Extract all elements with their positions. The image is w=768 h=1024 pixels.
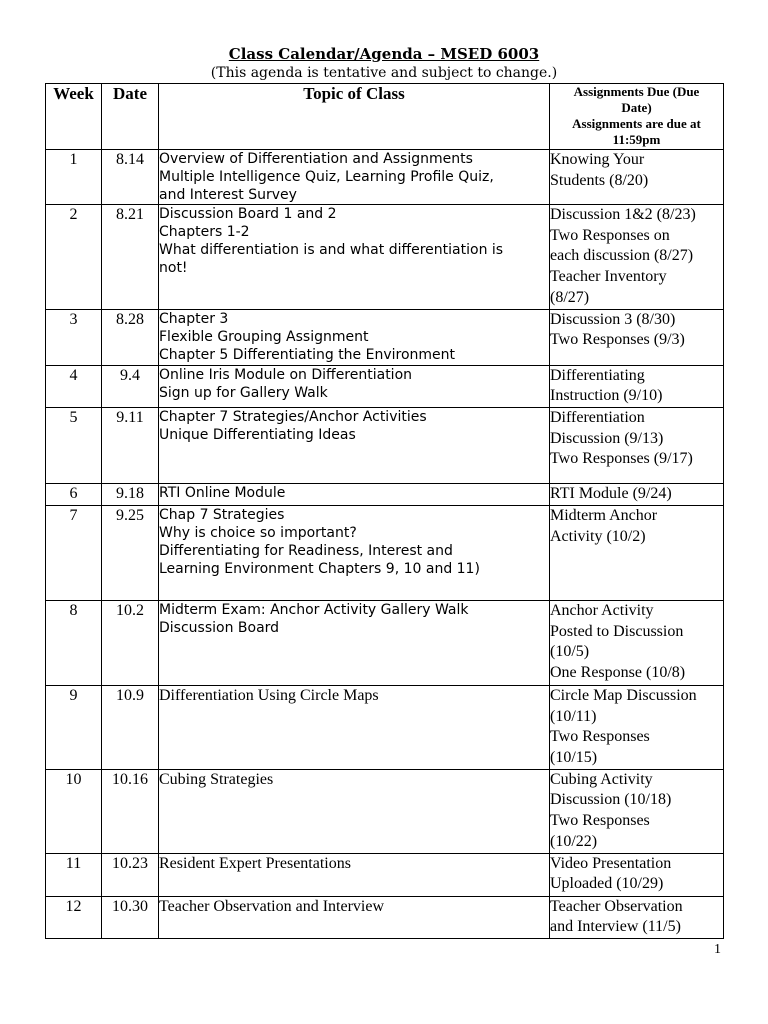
header-row xyxy=(46,84,724,150)
topic-line: Chapter 3 xyxy=(159,310,229,327)
assignment-line: Two Responses on xyxy=(550,226,670,244)
date-cell: 10.16 xyxy=(102,769,159,853)
date-cell: 8.28 xyxy=(102,309,159,365)
assignment-line: each discussion (8/27) xyxy=(550,247,694,265)
topic-cell xyxy=(159,600,550,685)
assignments-cell xyxy=(550,896,724,938)
week-cell: 9 xyxy=(46,685,102,769)
assignment-line: (10/11) xyxy=(550,707,597,725)
table-row xyxy=(46,600,724,685)
date-cell: 9.18 xyxy=(102,483,159,505)
table-row xyxy=(46,896,724,938)
assignment-line: Students (8/20) xyxy=(550,171,649,189)
header-assignments-line: Assignments Due (Due xyxy=(573,84,700,99)
assignment-line: Two Responses (9/17) xyxy=(550,450,693,468)
date-cell: 8.14 xyxy=(102,150,159,205)
header-date: Date xyxy=(102,84,159,150)
topic-cell xyxy=(159,365,550,407)
date-cell: 9.11 xyxy=(102,407,159,483)
topic-line: Overview of Differentiation and Assignments xyxy=(159,151,473,167)
topic-line: Chapters 1-2 xyxy=(159,224,250,240)
week-cell: 3 xyxy=(46,309,102,365)
topic-line: Differentiating for Readiness, Interest and xyxy=(159,542,453,559)
assignments-cell xyxy=(550,365,724,407)
assignments-cell xyxy=(550,769,724,853)
assignment-line: (10/22) xyxy=(550,832,598,850)
week-cell: 11 xyxy=(46,853,102,896)
week-cell: 2 xyxy=(46,205,102,310)
page-number: 1 xyxy=(714,942,721,957)
assignment-line: (10/5) xyxy=(550,643,590,661)
topic-line: Resident Expert Presentations xyxy=(159,854,351,872)
assignments-cell xyxy=(550,853,724,896)
header-assignments-line: Date) xyxy=(621,100,652,115)
header-assignments-line: 11:59pm xyxy=(612,132,661,147)
table-row xyxy=(46,505,724,600)
assignment-line: Discussion 3 (8/30) xyxy=(550,310,676,328)
date-cell: 9.25 xyxy=(102,505,159,600)
topic-cell xyxy=(159,896,550,938)
table-row xyxy=(46,853,724,896)
topic-line: Sign up for Gallery Walk xyxy=(159,384,328,401)
document-subtitle: (This agenda is tentative and subject to change.) xyxy=(210,65,558,81)
assignment-line: Differentiation xyxy=(550,408,645,426)
topic-line: not! xyxy=(159,260,188,276)
assignment-line: RTI Module (9/24) xyxy=(550,484,672,502)
table-row xyxy=(46,483,724,505)
assignment-line: Cubing Activity xyxy=(550,770,653,788)
topic-line: Multiple Intelligence Quiz, Learning Profile Quiz, xyxy=(159,169,494,185)
assignments-cell xyxy=(550,600,724,685)
assignment-line: Discussion 1&2 (8/23) xyxy=(550,206,696,223)
assignments-cell xyxy=(550,685,724,769)
assignment-line: Discussion (10/18) xyxy=(550,791,672,809)
week-cell: 8 xyxy=(46,600,102,685)
assignments-cell xyxy=(550,309,724,365)
header-assignments xyxy=(550,84,724,150)
topic-line: Chap 7 Strategies xyxy=(159,506,285,523)
assignment-line: Video Presentation xyxy=(550,854,672,872)
topic-line: Midterm Exam: Anchor Activity Gallery Walk xyxy=(159,601,469,618)
topic-cell xyxy=(159,853,550,896)
topic-cell xyxy=(159,505,550,600)
topic-line: What differentiation is and what differentiation is xyxy=(159,242,504,258)
assignment-line: Uploaded (10/29) xyxy=(550,875,664,893)
week-cell: 12 xyxy=(46,896,102,938)
document-title: Class Calendar/Agenda – MSED 6003 xyxy=(228,45,540,63)
topic-line: RTI Online Module xyxy=(159,484,286,501)
topic-cell xyxy=(159,769,550,853)
assignment-line: Knowing Your xyxy=(550,151,645,168)
topic-line: Chapter 7 Strategies/Anchor Activities xyxy=(159,408,427,425)
assignments-cell xyxy=(550,205,724,310)
topic-line: Chapter 5 Differentiating the Environment xyxy=(159,346,456,363)
week-cell: 7 xyxy=(46,505,102,600)
topic-line: Flexible Grouping Assignment xyxy=(159,328,369,345)
date-cell: 10.30 xyxy=(102,896,159,938)
assignment-line: Two Responses xyxy=(550,812,650,830)
header-assignments-line: Assignments are due at xyxy=(572,116,701,131)
assignment-line: and Interview (11/5) xyxy=(550,918,681,936)
assignment-line: Anchor Activity xyxy=(550,601,654,619)
date-cell: 10.2 xyxy=(102,600,159,685)
topic-line: Cubing Strategies xyxy=(159,770,274,788)
topic-line: Unique Differentiating Ideas xyxy=(159,426,356,443)
table-row xyxy=(46,309,724,365)
date-cell: 10.9 xyxy=(102,685,159,769)
topic-line: Differentiation Using Circle Maps xyxy=(159,686,379,704)
table-row xyxy=(46,205,724,310)
assignment-line: Differentiating xyxy=(550,366,645,384)
assignment-line: Teacher Inventory xyxy=(550,268,667,286)
assignment-line: Circle Map Discussion xyxy=(550,686,697,704)
topic-cell xyxy=(159,483,550,505)
header-topic: Topic of Class xyxy=(159,84,550,150)
agenda-table xyxy=(45,83,724,939)
topic-cell xyxy=(159,150,550,205)
table-row xyxy=(46,150,724,205)
assignment-line: One Response (10/8) xyxy=(550,664,686,682)
assignment-line: Discussion (9/13) xyxy=(550,429,664,447)
assignment-line: Two Responses xyxy=(550,728,650,746)
assignments-cell xyxy=(550,505,724,600)
topic-cell xyxy=(159,205,550,310)
assignment-line: Posted to Discussion xyxy=(550,622,684,640)
topic-line: Learning Environment Chapters 9, 10 and 11) xyxy=(159,560,480,577)
date-cell: 10.23 xyxy=(102,853,159,896)
topic-line: Discussion Board xyxy=(159,619,280,636)
table-row xyxy=(46,685,724,769)
topic-cell xyxy=(159,309,550,365)
table-row xyxy=(46,365,724,407)
week-cell: 10 xyxy=(46,769,102,853)
date-cell: 9.4 xyxy=(102,365,159,407)
assignment-line: Teacher Observation xyxy=(550,897,683,915)
topic-cell xyxy=(159,407,550,483)
topic-line: Discussion Board 1 and 2 xyxy=(159,206,337,222)
assignments-cell xyxy=(550,483,724,505)
assignment-line: Instruction (9/10) xyxy=(550,387,663,405)
week-cell: 1 xyxy=(46,150,102,205)
assignment-line: (8/27) xyxy=(550,288,590,306)
assignment-line: Activity (10/2) xyxy=(550,527,646,545)
assignment-line: Midterm Anchor xyxy=(550,506,658,524)
assignment-line: Two Responses (9/3) xyxy=(550,331,685,349)
week-cell: 5 xyxy=(46,407,102,483)
assignments-cell xyxy=(550,150,724,205)
table-row xyxy=(46,769,724,853)
topic-line: Why is choice so important? xyxy=(159,524,357,541)
date-cell: 8.21 xyxy=(102,205,159,310)
topic-line: and Interest Survey xyxy=(159,187,297,203)
topic-line: Online Iris Module on Differentiation xyxy=(159,366,413,383)
header-week: Week xyxy=(46,84,102,150)
assignment-line: (10/15) xyxy=(550,749,598,767)
topic-line: Teacher Observation and Interview xyxy=(159,897,384,915)
topic-cell xyxy=(159,685,550,769)
week-cell: 4 xyxy=(46,365,102,407)
table-row xyxy=(46,407,724,483)
week-cell: 6 xyxy=(46,483,102,505)
assignments-cell xyxy=(550,407,724,483)
